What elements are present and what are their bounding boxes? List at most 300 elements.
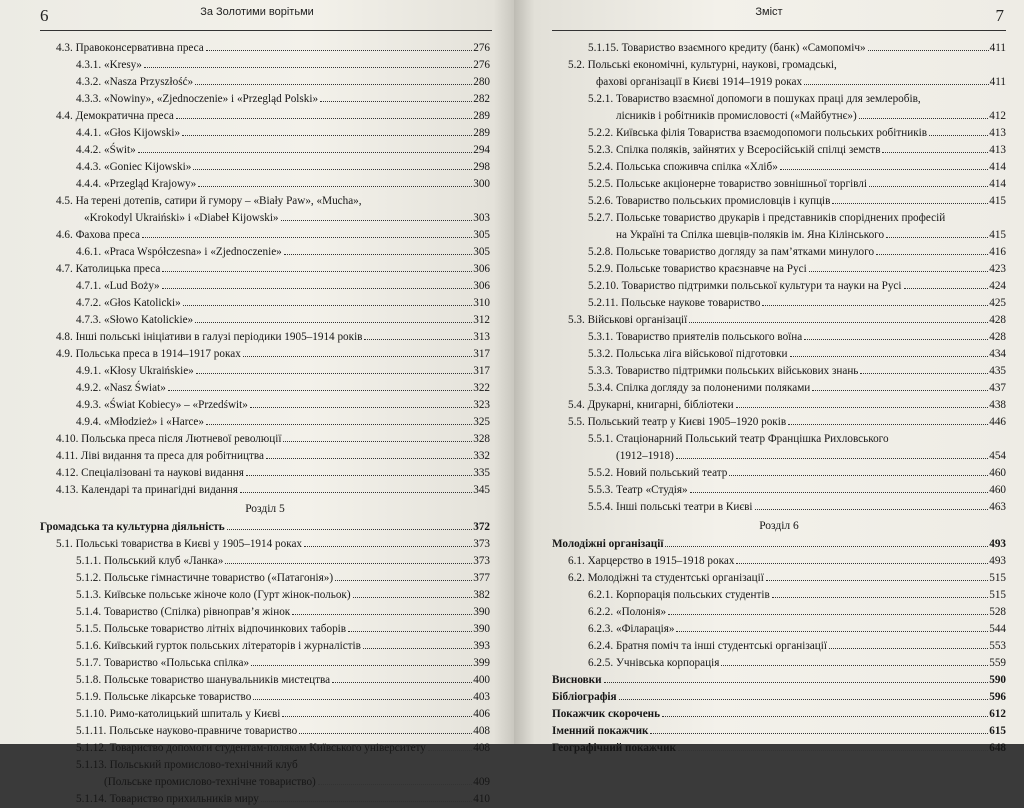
- dot-leader: [282, 716, 472, 717]
- toc-entry[interactable]: [552, 706, 1006, 723]
- toc-entry-title: 5.1.10. Римо-католицький шпиталь у Києві: [76, 708, 281, 720]
- toc-entry-title: 5.2. Польські економічні, культурні, наукові, громадські,: [568, 59, 837, 71]
- toc-entry[interactable]: [40, 465, 490, 482]
- dot-leader: [183, 305, 472, 306]
- dot-leader: [250, 407, 472, 408]
- toc-entry-page: 332: [473, 450, 490, 462]
- toc-entry[interactable]: [40, 638, 490, 655]
- toc-right: [552, 40, 1006, 757]
- toc-entry[interactable]: [40, 108, 490, 125]
- toc-entry[interactable]: [552, 40, 1006, 57]
- toc-entry-page: 322: [473, 382, 490, 394]
- toc-entry-title: 5.2.3. Спілка поляків, зайнятих у Всеросійській спілці земств: [588, 144, 881, 156]
- dot-leader: [832, 203, 988, 204]
- dot-leader: [162, 288, 473, 289]
- toc-entry-page: 306: [473, 263, 490, 275]
- toc-entry[interactable]: [40, 380, 490, 397]
- toc-entry[interactable]: [552, 159, 1006, 176]
- toc-entry-title: 5.1.8. Польське товариство шанувальників мистецтва: [76, 674, 331, 686]
- toc-entry[interactable]: [552, 380, 1006, 397]
- dot-leader: [182, 135, 472, 136]
- toc-entry[interactable]: [552, 295, 1006, 312]
- dot-leader: [304, 546, 472, 547]
- dot-leader: [809, 271, 989, 272]
- toc-entry-page: 425: [989, 297, 1006, 309]
- toc-entry-page: 411: [989, 42, 1006, 54]
- toc-entry[interactable]: [40, 791, 490, 808]
- toc-entry-title: 4.7.2. «Głos Katolicki»: [76, 297, 181, 309]
- toc-entry[interactable]: [552, 261, 1006, 278]
- toc-entry-title: 5.1.6. Київський гурток польських літераторів і журналістів: [76, 640, 361, 652]
- toc-entry[interactable]: [552, 587, 1006, 604]
- toc-entry-title: Іменний покажчик: [552, 725, 649, 737]
- toc-entry[interactable]: [40, 210, 490, 227]
- toc-entry-title: 4.6. Фахова преса: [56, 229, 140, 241]
- toc-entry-title: Молодіжні організації: [552, 538, 664, 550]
- toc-entry[interactable]: [40, 261, 490, 278]
- dot-leader: [790, 356, 989, 357]
- toc-entry-page: 306: [473, 280, 490, 292]
- toc-entry[interactable]: [552, 244, 1006, 261]
- dot-leader: [243, 356, 472, 357]
- dot-leader: [812, 390, 988, 391]
- dot-leader: [195, 84, 472, 85]
- toc-entry-title: 5.2.6. Товариство польських промисловців і купців: [588, 195, 831, 207]
- toc-entry[interactable]: [40, 706, 490, 723]
- dot-leader: [320, 101, 472, 102]
- dot-leader: [788, 424, 988, 425]
- toc-entry[interactable]: [552, 363, 1006, 380]
- toc-entry-title: 4.3.1. «Kresy»: [76, 59, 142, 71]
- toc-entry[interactable]: [40, 91, 490, 108]
- dot-leader: [206, 424, 472, 425]
- toc-entry[interactable]: [552, 142, 1006, 159]
- toc-entry[interactable]: [552, 125, 1006, 142]
- toc-entry-page: 345: [473, 484, 490, 496]
- toc-entry-title: Громадська та культурна діяльність: [40, 521, 225, 533]
- toc-entry-title: «Krokodyl Ukraiński» і «Diabeł Kijowski»: [84, 212, 279, 224]
- dot-leader: [142, 237, 472, 238]
- toc-entry-page: 390: [473, 623, 490, 635]
- header-rule: [552, 30, 1006, 31]
- toc-entry-title: 6.2.2. «Полонія»: [588, 606, 667, 618]
- dot-leader: [138, 152, 473, 153]
- dot-leader: [876, 254, 988, 255]
- toc-entry[interactable]: [552, 346, 1006, 363]
- toc-entry-page: 305: [473, 246, 490, 258]
- toc-entry-title: 6.2.1. Корпорація польських студентів: [588, 589, 770, 601]
- dot-leader: [332, 682, 472, 683]
- toc-entry-title: 6.2.5. Учнівська корпорація: [588, 657, 720, 669]
- dot-leader: [251, 665, 472, 666]
- dot-leader: [196, 373, 472, 374]
- dot-leader: [168, 390, 472, 391]
- dot-leader: [869, 186, 988, 187]
- toc-entry-page: 596: [989, 691, 1006, 703]
- toc-entry-title: 6.2.4. Братня поміч та інші студентські організації: [588, 640, 827, 652]
- toc-entry[interactable]: [552, 604, 1006, 621]
- toc-entry-page: 313: [473, 331, 490, 343]
- toc-entry[interactable]: [552, 621, 1006, 638]
- toc-entry[interactable]: [552, 723, 1006, 740]
- toc-entry-title: 6.1. Харцерство в 1915–1918 роках: [568, 555, 735, 567]
- toc-entry-page: 410: [473, 793, 490, 805]
- toc-entry-title: 4.3. Правоконсервативна преса: [56, 42, 204, 54]
- toc-entry[interactable]: [40, 176, 490, 193]
- toc-entry-page: 289: [473, 110, 490, 122]
- toc-entry-title: 6.2. Молодіжні та студентські організації: [568, 572, 764, 584]
- dot-leader: [729, 475, 988, 476]
- toc-entry-page: 416: [989, 246, 1006, 258]
- toc-entry-title: 4.11. Ліві видання та преса для робітництва: [56, 450, 265, 462]
- toc-entry-title: 5.1.1. Польський клуб «Ланка»: [76, 555, 224, 567]
- toc-entry-page: 408: [473, 725, 490, 737]
- dot-leader: [689, 322, 988, 323]
- toc-entry-page: 403: [473, 691, 490, 703]
- dot-leader: [904, 288, 989, 289]
- toc-entry[interactable]: [40, 40, 490, 57]
- toc-entry[interactable]: [552, 91, 1006, 108]
- toc-entry-page: 413: [989, 127, 1006, 139]
- toc-entry[interactable]: [40, 621, 490, 638]
- toc-entry-title: 4.4. Демократична преса: [56, 110, 174, 122]
- dot-leader: [736, 407, 989, 408]
- toc-entry-page: 312: [473, 314, 490, 326]
- toc-entry-page: 400: [473, 674, 490, 686]
- toc-entry[interactable]: [40, 363, 490, 380]
- toc-entry-title: на Україні та Спілка шевців-поляків ім. Яна Кілінського: [616, 229, 885, 241]
- toc-entry[interactable]: [40, 312, 490, 329]
- toc-entry-title: 5.3.4. Спілка догляду за полоненими поляками: [588, 382, 811, 394]
- toc-left: [40, 40, 490, 808]
- toc-entry-title: 4.3.2. «Nasza Przyszłość»: [76, 76, 194, 88]
- toc-entry-page: 434: [989, 348, 1006, 360]
- toc-entry-title: 5.3. Військові організації: [568, 314, 688, 326]
- dot-leader: [829, 648, 988, 649]
- toc-entry[interactable]: [40, 74, 490, 91]
- toc-entry-title: 5.2.11. Польське наукове товариство: [588, 297, 761, 309]
- toc-entry-page: 493: [989, 555, 1006, 567]
- dot-leader: [755, 509, 989, 510]
- toc-entry-page: 317: [473, 348, 490, 360]
- toc-entry-page: 280: [473, 76, 490, 88]
- dot-leader: [762, 305, 988, 306]
- toc-entry-title: 4.7.3. «Słowo Katolickie»: [76, 314, 194, 326]
- toc-entry[interactable]: [552, 465, 1006, 482]
- toc-entry-title: Покажчик скорочень: [552, 708, 661, 720]
- toc-entry-title: 5.2.7. Польське товариство друкарів і представників споріднених професій: [588, 212, 946, 224]
- toc-entry-page: 437: [989, 382, 1006, 394]
- toc-entry-page: 590: [989, 674, 1006, 686]
- toc-entry-title: 5.1.9. Польське лікарське товариство: [76, 691, 252, 703]
- dot-leader: [206, 50, 472, 51]
- toc-entry[interactable]: [552, 74, 1006, 91]
- page-number: 6: [40, 6, 49, 25]
- dot-leader: [225, 563, 472, 564]
- toc-entry-page: 460: [989, 484, 1006, 496]
- dot-leader: [292, 614, 472, 615]
- dot-leader: [780, 169, 988, 170]
- dot-leader: [860, 373, 988, 374]
- toc-entry-title: 5.2.9. Польське товариство краєзнавче на Русі: [588, 263, 807, 275]
- toc-entry[interactable]: [40, 159, 490, 176]
- toc-entry-page: 310: [473, 297, 490, 309]
- toc-entry[interactable]: [40, 553, 490, 570]
- toc-entry-page: 328: [473, 433, 490, 445]
- toc-entry-title: 5.2.5. Польське акціонерне товариство зовнішньої торгівлі: [588, 178, 867, 190]
- toc-entry[interactable]: [552, 740, 1006, 757]
- toc-entry[interactable]: [552, 193, 1006, 210]
- dot-leader: [619, 699, 989, 700]
- toc-entry-title: 5.2.10. Товариство підтримки польської культури та науки на Русі: [588, 280, 902, 292]
- dot-leader: [804, 339, 988, 340]
- toc-entry-page: 414: [989, 178, 1006, 190]
- toc-entry[interactable]: [40, 414, 490, 431]
- running-head: За Золотими ворітьми: [200, 6, 314, 18]
- dot-leader: [283, 441, 472, 442]
- toc-entry[interactable]: [40, 142, 490, 159]
- toc-entry-title: 5.3.3. Товариство підтримки польських військових знань: [588, 365, 859, 377]
- toc-entry-page: 282: [473, 93, 490, 105]
- dot-leader: [428, 750, 472, 751]
- toc-entry[interactable]: [552, 536, 1006, 553]
- dot-leader: [246, 475, 472, 476]
- toc-entry-title: 5.4. Друкарні, книгарні, бібліотеки: [568, 399, 734, 411]
- toc-entry[interactable]: [552, 553, 1006, 570]
- dot-leader: [318, 784, 472, 785]
- toc-entry[interactable]: [40, 689, 490, 706]
- toc-entry-page: 289: [473, 127, 490, 139]
- dot-leader: [736, 563, 988, 564]
- toc-entry[interactable]: [552, 414, 1006, 431]
- toc-entry-title: 5.5. Польський театр у Києві 1905–1920 років: [568, 416, 787, 428]
- toc-entry-page: 303: [473, 212, 490, 224]
- toc-entry-title: 4.9.1. «Kłosy Ukraińskie»: [76, 365, 194, 377]
- dot-leader: [253, 699, 472, 700]
- dot-leader: [176, 118, 472, 119]
- toc-entry[interactable]: [552, 448, 1006, 465]
- toc-entry[interactable]: [40, 519, 490, 536]
- toc-entry-page: 414: [989, 161, 1006, 173]
- toc-entry-title: 5.2.8. Польське товариство догляду за пам’ятками минулого: [588, 246, 875, 258]
- dot-leader: [193, 169, 472, 170]
- toc-entry-page: 276: [473, 42, 490, 54]
- dot-leader: [162, 271, 472, 272]
- toc-entry-page: 415: [989, 229, 1006, 241]
- toc-entry-title: 5.1.4. Товариство (Спілка) рівноправ’я жінок: [76, 606, 291, 618]
- toc-entry[interactable]: [40, 57, 490, 74]
- toc-entry-page: 454: [989, 450, 1006, 462]
- toc-entry-title: 4.4.2. «Świt»: [76, 144, 136, 156]
- toc-entry[interactable]: [552, 278, 1006, 295]
- toc-entry-title: Бібліографія: [552, 691, 617, 703]
- dot-leader: [266, 458, 472, 459]
- toc-entry[interactable]: [552, 329, 1006, 346]
- toc-entry-title: 5.5.4. Інші польські театри в Києві: [588, 501, 753, 513]
- toc-entry-page: 615: [989, 725, 1006, 737]
- toc-entry-title: 4.4.4. «Przegląd Krajowy»: [76, 178, 197, 190]
- toc-entry-title: (1912–1918): [616, 450, 674, 462]
- toc-entry-title: 4.5. На терені дотепів, сатири й гумору – «Biały Paw», «Mucha»,: [56, 195, 362, 207]
- toc-entry-page: 276: [473, 59, 490, 71]
- dot-leader: [665, 546, 988, 547]
- dot-leader: [604, 682, 989, 683]
- toc-entry[interactable]: [40, 448, 490, 465]
- page-number: 7: [995, 6, 1004, 25]
- toc-entry-title: 4.4.3. «Goniec Kijowski»: [76, 161, 192, 173]
- toc-entry-page: 390: [473, 606, 490, 618]
- toc-entry-title: 5.3.2. Польська ліга військової підготовки: [588, 348, 788, 360]
- dot-leader: [240, 492, 472, 493]
- dot-leader: [668, 614, 988, 615]
- toc-entry[interactable]: [40, 193, 490, 210]
- dot-leader: [929, 135, 988, 136]
- toc-entry-page: 300: [473, 178, 490, 190]
- dot-leader: [650, 733, 988, 734]
- dot-leader: [198, 186, 472, 187]
- toc-entry[interactable]: [40, 278, 490, 295]
- toc-entry[interactable]: [552, 638, 1006, 655]
- toc-entry[interactable]: [40, 570, 490, 587]
- toc-entry[interactable]: [40, 536, 490, 553]
- dot-leader: [766, 580, 988, 581]
- toc-entry-page: 648: [989, 742, 1006, 754]
- toc-entry-page: 460: [989, 467, 1006, 479]
- toc-entry-page: 435: [989, 365, 1006, 377]
- dot-leader: [353, 597, 473, 598]
- dot-leader: [859, 118, 989, 119]
- toc-entry[interactable]: [40, 604, 490, 621]
- toc-entry[interactable]: [40, 740, 490, 757]
- toc-entry-title: 5.1. Польські товариства в Києві у 1905–1914 роках: [56, 538, 303, 550]
- toc-entry-page: 372: [473, 521, 490, 533]
- toc-entry[interactable]: [552, 397, 1006, 414]
- toc-entry[interactable]: [552, 672, 1006, 689]
- toc-entry-page: 528: [989, 606, 1006, 618]
- dot-leader: [804, 84, 989, 85]
- toc-entry-page: 428: [989, 331, 1006, 343]
- dot-leader: [144, 67, 472, 68]
- toc-entry[interactable]: [40, 397, 490, 414]
- toc-entry-title: 5.1.12. Товариство допомоги студентам-полякам Київського університету: [76, 742, 426, 754]
- toc-entry-page: 515: [989, 589, 1006, 601]
- dot-leader: [281, 220, 473, 221]
- toc-entry-page: 373: [473, 538, 490, 550]
- toc-entry[interactable]: [552, 108, 1006, 125]
- toc-entry-title: 4.7.1. «Lud Boży»: [76, 280, 160, 292]
- toc-entry-page: 373: [473, 555, 490, 567]
- toc-entry-title: 5.5.3. Театр «Студія»: [588, 484, 688, 496]
- toc-entry[interactable]: [40, 125, 490, 142]
- toc-entry-page: 317: [473, 365, 490, 377]
- toc-entry-title: 4.10. Польська преса після Лютневої революції: [56, 433, 282, 445]
- right-page: [514, 0, 1024, 754]
- toc-entry-page: 612: [989, 708, 1006, 720]
- dot-leader: [678, 750, 988, 751]
- toc-entry-page: 463: [989, 501, 1006, 513]
- dot-leader: [662, 716, 988, 717]
- toc-entry-page: 412: [989, 110, 1006, 122]
- toc-entry-title: 4.3.3. «Nowiny», «Zjednoczenie» і «Przegląd Polski»: [76, 93, 319, 105]
- toc-entry[interactable]: [40, 587, 490, 604]
- toc-entry[interactable]: [40, 757, 490, 774]
- toc-entry-title: 6.2.3. «Філарація»: [588, 623, 675, 635]
- toc-entry-title: 4.9. Польська преса в 1914–1917 роках: [56, 348, 241, 360]
- toc-entry[interactable]: [40, 329, 490, 346]
- section-heading: Розділ 6: [759, 520, 799, 532]
- toc-entry-title: 5.1.5. Польське товариство літніх відпочинкових таборів: [76, 623, 347, 635]
- dot-leader: [676, 631, 988, 632]
- toc-entry[interactable]: [40, 227, 490, 244]
- toc-entry[interactable]: [40, 482, 490, 499]
- toc-entry-title: 5.1.14. Товариство прихильників миру: [76, 793, 259, 805]
- toc-entry-page: 415: [989, 195, 1006, 207]
- toc-entry-page: 335: [473, 467, 490, 479]
- toc-entry[interactable]: [552, 655, 1006, 672]
- dot-leader: [261, 801, 472, 802]
- toc-entry-page: 323: [473, 399, 490, 411]
- header-rule: [40, 30, 492, 31]
- toc-entry-page: 446: [989, 416, 1006, 428]
- toc-entry[interactable]: [40, 244, 490, 261]
- dot-leader: [690, 492, 989, 493]
- dot-leader: [721, 665, 988, 666]
- toc-entry[interactable]: [40, 672, 490, 689]
- toc-entry-page: 325: [473, 416, 490, 428]
- toc-entry[interactable]: [40, 723, 490, 740]
- toc-entry-page: 408: [473, 742, 490, 754]
- toc-entry-title: 5.3.1. Товариство приятелів польського воїна: [588, 331, 803, 343]
- toc-entry-page: 294: [473, 144, 490, 156]
- toc-entry[interactable]: [552, 210, 1006, 227]
- dot-leader: [195, 322, 472, 323]
- toc-entry[interactable]: [40, 774, 490, 791]
- toc-entry-page: 411: [989, 76, 1006, 88]
- toc-entry-title: фахові організації в Києві 1914–1919 роках: [596, 76, 803, 88]
- toc-entry[interactable]: [40, 295, 490, 312]
- toc-entry[interactable]: [40, 431, 490, 448]
- dot-leader: [227, 529, 473, 530]
- toc-entry-title: 5.1.3. Київське польське жіноче коло (Гурт жінок-польок): [76, 589, 351, 601]
- toc-entry-page: 424: [989, 280, 1006, 292]
- toc-entry[interactable]: [40, 655, 490, 672]
- dot-leader: [868, 50, 989, 51]
- toc-entry-page: 559: [989, 657, 1006, 669]
- toc-entry[interactable]: [552, 227, 1006, 244]
- toc-entry-title: 5.1.11. Польське науково-правниче товариство: [76, 725, 298, 737]
- toc-entry[interactable]: [552, 431, 1006, 448]
- toc-entry-title: 5.1.15. Товариство взаємного кредиту (банк) «Самопоміч»: [588, 42, 866, 54]
- toc-entry[interactable]: [552, 499, 1006, 516]
- running-head: Зміст: [755, 6, 783, 18]
- toc-entry[interactable]: [552, 312, 1006, 329]
- toc-entry-page: 438: [989, 399, 1006, 411]
- toc-entry-page: 423: [989, 263, 1006, 275]
- toc-entry[interactable]: [552, 176, 1006, 193]
- toc-entry[interactable]: [40, 346, 490, 363]
- toc-entry-title: 5.2.2. Київська філія Товариства взаємодопомоги польських робітників: [588, 127, 928, 139]
- dot-leader: [676, 458, 988, 459]
- toc-entry[interactable]: [552, 482, 1006, 499]
- toc-entry-title: 5.2.4. Польська споживча спілка «Хліб»: [588, 161, 778, 173]
- toc-entry-title: 4.9.3. «Świat Kobiecy» – «Przedświt»: [76, 399, 248, 411]
- toc-entry-title: 4.9.2. «Nasz Świat»: [76, 382, 166, 394]
- toc-entry[interactable]: [552, 689, 1006, 706]
- toc-entry[interactable]: [552, 57, 1006, 74]
- toc-entry[interactable]: [552, 570, 1006, 587]
- toc-entry-title: 4.8. Інші польські ініціативи в галузі періодики 1905–1914 років: [56, 331, 363, 343]
- dot-leader: [364, 339, 472, 340]
